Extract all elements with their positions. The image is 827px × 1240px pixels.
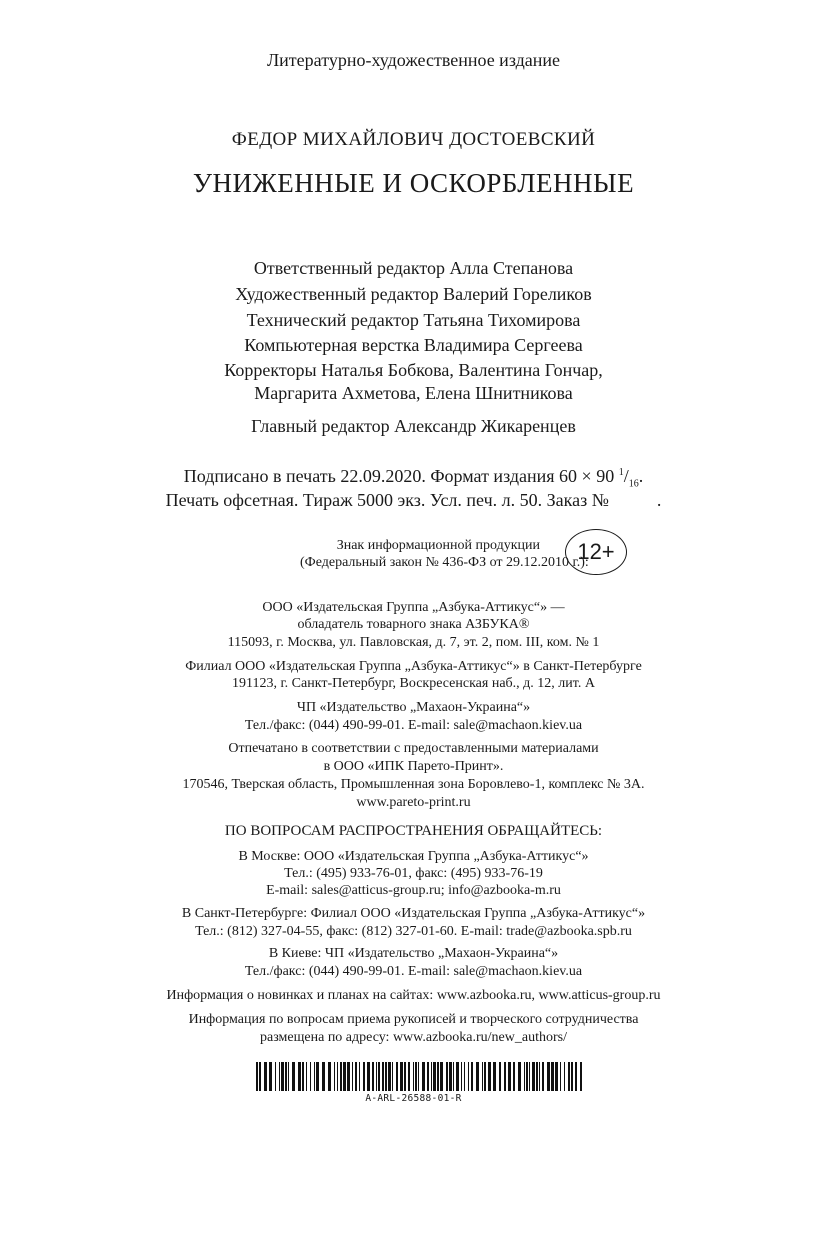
barcode-bar <box>396 1062 398 1091</box>
barcode-bar <box>347 1062 350 1091</box>
barcode-bar <box>532 1062 535 1091</box>
barcode-bar <box>418 1062 419 1091</box>
barcode-bar <box>340 1062 342 1091</box>
barcode-bar <box>482 1062 483 1091</box>
barcode-bar <box>322 1062 325 1091</box>
distribution-line: Тел.: (812) 327-04-55, факс: (812) 327-01-60. E-mail: trade@azbooka.spb.ru <box>195 924 632 939</box>
barcode-bar <box>337 1062 338 1091</box>
fraction-numerator: 1 <box>618 467 624 478</box>
age-rating-badge: 12+ <box>565 529 627 575</box>
barcode-bar <box>568 1062 570 1091</box>
barcode-bar <box>575 1062 577 1091</box>
publisher-line: www.pareto-print.ru <box>356 795 471 810</box>
barcode-bar <box>580 1062 582 1091</box>
barcode-bar <box>275 1062 276 1091</box>
barcode-bar <box>468 1062 469 1091</box>
credit-line: Технический редактор Татьяна Тихомирова <box>246 310 581 330</box>
barcode-bar <box>564 1062 565 1091</box>
publisher-line: Филиал ООО «Издательская Группа „Азбука-Аттикус“» в Санкт-Петербурге <box>185 659 642 674</box>
publisher-line: 170546, Тверская область, Промышленная зона Боровлево-1, комплекс № 3А. <box>182 777 645 792</box>
barcode-bar <box>288 1062 289 1091</box>
barcode-bar <box>504 1062 506 1091</box>
barcode-bar <box>499 1062 501 1091</box>
barcode-bar <box>461 1062 462 1091</box>
distribution-line: E-mail: sales@atticus-group.ru; info@azbooka-m.ru <box>266 883 561 898</box>
barcode-bar <box>415 1062 417 1091</box>
barcode-bar <box>382 1062 384 1091</box>
barcode-bar <box>376 1062 377 1091</box>
barcode-bar <box>302 1062 304 1091</box>
barcode-bar <box>385 1062 387 1091</box>
credit-line: Художественный редактор Валерий Гореликов <box>235 284 592 304</box>
edition-type: Литературно-художественное издание <box>266 50 561 70</box>
publisher-line: 191123, г. Санкт-Петербург, Воскресенская наб., д. 12, лит. А <box>232 676 595 691</box>
fraction-denominator: 16 <box>628 478 639 490</box>
barcode-bar <box>453 1062 454 1091</box>
distribution-line: В Санкт-Петербурге: Филиал ООО «Издательская Группа „Азбука-Аттикус“» <box>181 906 646 921</box>
distribution-line: Информация по вопросам приема рукописей и творческого сотрудничества <box>188 1012 639 1027</box>
barcode-bar <box>508 1062 511 1091</box>
barcode-bar <box>285 1062 287 1091</box>
barcode-bar <box>427 1062 429 1091</box>
barcode-bar <box>352 1062 353 1091</box>
publisher-line: ООО «Издательская Группа „Азбука-Аттикус“» — <box>262 600 565 615</box>
barcode-bar <box>526 1062 528 1091</box>
publisher-line: ЧП «Издательство „Махаон-Украина“» <box>296 700 531 715</box>
publisher-line: обладатель товарного знака АЗБУКА® <box>297 617 530 632</box>
barcode-bar <box>471 1062 473 1091</box>
barcode-bar <box>316 1062 319 1091</box>
barcode-bar <box>476 1062 479 1091</box>
barcode-bar <box>529 1062 530 1091</box>
barcode-bar <box>484 1062 486 1091</box>
distribution-line: В Москве: ООО «Издательская Группа „Азбука-Аттикус“» <box>238 849 589 864</box>
credit-line: Корректоры Наталья Бобкова, Валентина Гончар, <box>224 360 603 380</box>
barcode-bar <box>259 1062 261 1091</box>
barcode-bar <box>518 1062 521 1091</box>
barcode-bar <box>388 1062 391 1091</box>
barcode-bar <box>437 1062 439 1091</box>
barcode-bar <box>413 1062 414 1091</box>
distribution-line: Тел.: (495) 933-76-01, факс: (495) 933-76-19 <box>284 866 543 881</box>
barcode-bar <box>298 1062 301 1091</box>
barcode-bar <box>264 1062 267 1091</box>
barcode-bar <box>551 1062 554 1091</box>
barcode-bar <box>372 1062 374 1091</box>
barcode-bar <box>560 1062 561 1091</box>
barcode-bar <box>256 1062 258 1091</box>
barcode-bar <box>306 1062 307 1091</box>
barcode-bar <box>328 1062 331 1091</box>
barcode-bar <box>464 1062 465 1091</box>
barcode-bar <box>524 1062 525 1091</box>
barcode-bar <box>433 1062 436 1091</box>
publisher-line: 115093, г. Москва, ул. Павловская, д. 7, эт. 2, пом. III, ком. № 1 <box>227 635 600 650</box>
barcode-bar <box>446 1062 448 1091</box>
distribution-line: размещена по адресу: www.azbooka.ru/new_authors/ <box>260 1030 567 1045</box>
barcode-bar <box>279 1062 280 1091</box>
barcode-bar <box>488 1062 491 1091</box>
barcode <box>256 1062 586 1091</box>
barcode-bar <box>449 1062 452 1091</box>
barcode-bar <box>343 1062 346 1091</box>
barcode-bar <box>431 1062 432 1091</box>
info-mark-law: (Федеральный закон № 436-ФЗ от 29.12.2010 г.): <box>300 555 589 570</box>
barcode-bar <box>392 1062 393 1091</box>
barcode-bar <box>536 1062 538 1091</box>
barcode-bar <box>355 1062 357 1091</box>
distribution-heading: ПО ВОПРОСАМ РАСПРОСТРАНЕНИЯ ОБРАЩАЙТЕСЬ: <box>224 823 603 839</box>
barcode-bar <box>314 1062 315 1091</box>
barcode-bar <box>378 1062 380 1091</box>
barcode-bar <box>555 1062 558 1091</box>
barcode-bar <box>310 1062 311 1091</box>
barcode-code: A-ARL-26588-01-R <box>365 1093 462 1104</box>
book-title: УНИЖЕННЫЕ И ОСКОРБЛЕННЫЕ <box>192 168 635 198</box>
barcode-bar <box>513 1062 515 1091</box>
barcode-bar <box>547 1062 550 1091</box>
barcode-bar <box>542 1062 544 1091</box>
distribution-line: Информация о новинках и планах на сайтах: www.azbooka.ru, www.atticus-group.ru <box>166 988 661 1003</box>
barcode-bar <box>269 1062 272 1091</box>
barcode-bar <box>404 1062 406 1091</box>
publisher-line: Тел./факс: (044) 490-99-01. E-mail: sale@machaon.kiev.ua <box>244 718 583 733</box>
distribution-line: Тел./факс: (044) 490-99-01. E-mail: sale@machaon.kiev.ua <box>244 964 583 979</box>
barcode-bar <box>363 1062 365 1091</box>
printing-info-line-1: Подписано в печать 22.09.2020. Формат издания 60 × 90 $^1/_{16}$. <box>183 466 644 490</box>
book-author: ФЕДОР МИХАЙЛОВИЧ ДОСТОЕВСКИЙ <box>231 129 596 150</box>
barcode-bar <box>440 1062 443 1091</box>
barcode-bar <box>400 1062 403 1091</box>
printing-info-line-2: Печать офсетная. Тираж 5000 экз. Усл. печ. л. 50. Заказ № . <box>165 490 662 510</box>
barcode-bar <box>334 1062 335 1091</box>
chief-editor: Главный редактор Александр Жикаренцев <box>251 416 576 436</box>
info-mark-label: Знак информационной продукции <box>336 538 540 553</box>
credit-line: Ответственный редактор Алла Степанова <box>253 258 574 278</box>
barcode-bar <box>422 1062 425 1091</box>
barcode-bar <box>456 1062 459 1091</box>
barcode-bar <box>292 1062 295 1091</box>
barcode-bar <box>359 1062 360 1091</box>
distribution-line: В Киеве: ЧП «Издательство „Махаон-Украина“» <box>268 946 559 961</box>
publisher-line: Отпечатано в соответствии с предоставленными материалами <box>228 741 599 756</box>
barcode-bar <box>408 1062 410 1091</box>
barcode-bar <box>281 1062 284 1091</box>
credit-line: Компьютерная верстка Владимира Сергеева <box>244 335 583 355</box>
barcode-bar <box>493 1062 496 1091</box>
barcode-bar <box>367 1062 370 1091</box>
publisher-line: в ООО «ИПК Парето-Принт». <box>323 759 504 774</box>
barcode-bar <box>539 1062 540 1091</box>
barcode-bar <box>571 1062 573 1091</box>
credit-line: Маргарита Ахметова, Елена Шнитникова <box>254 383 573 403</box>
